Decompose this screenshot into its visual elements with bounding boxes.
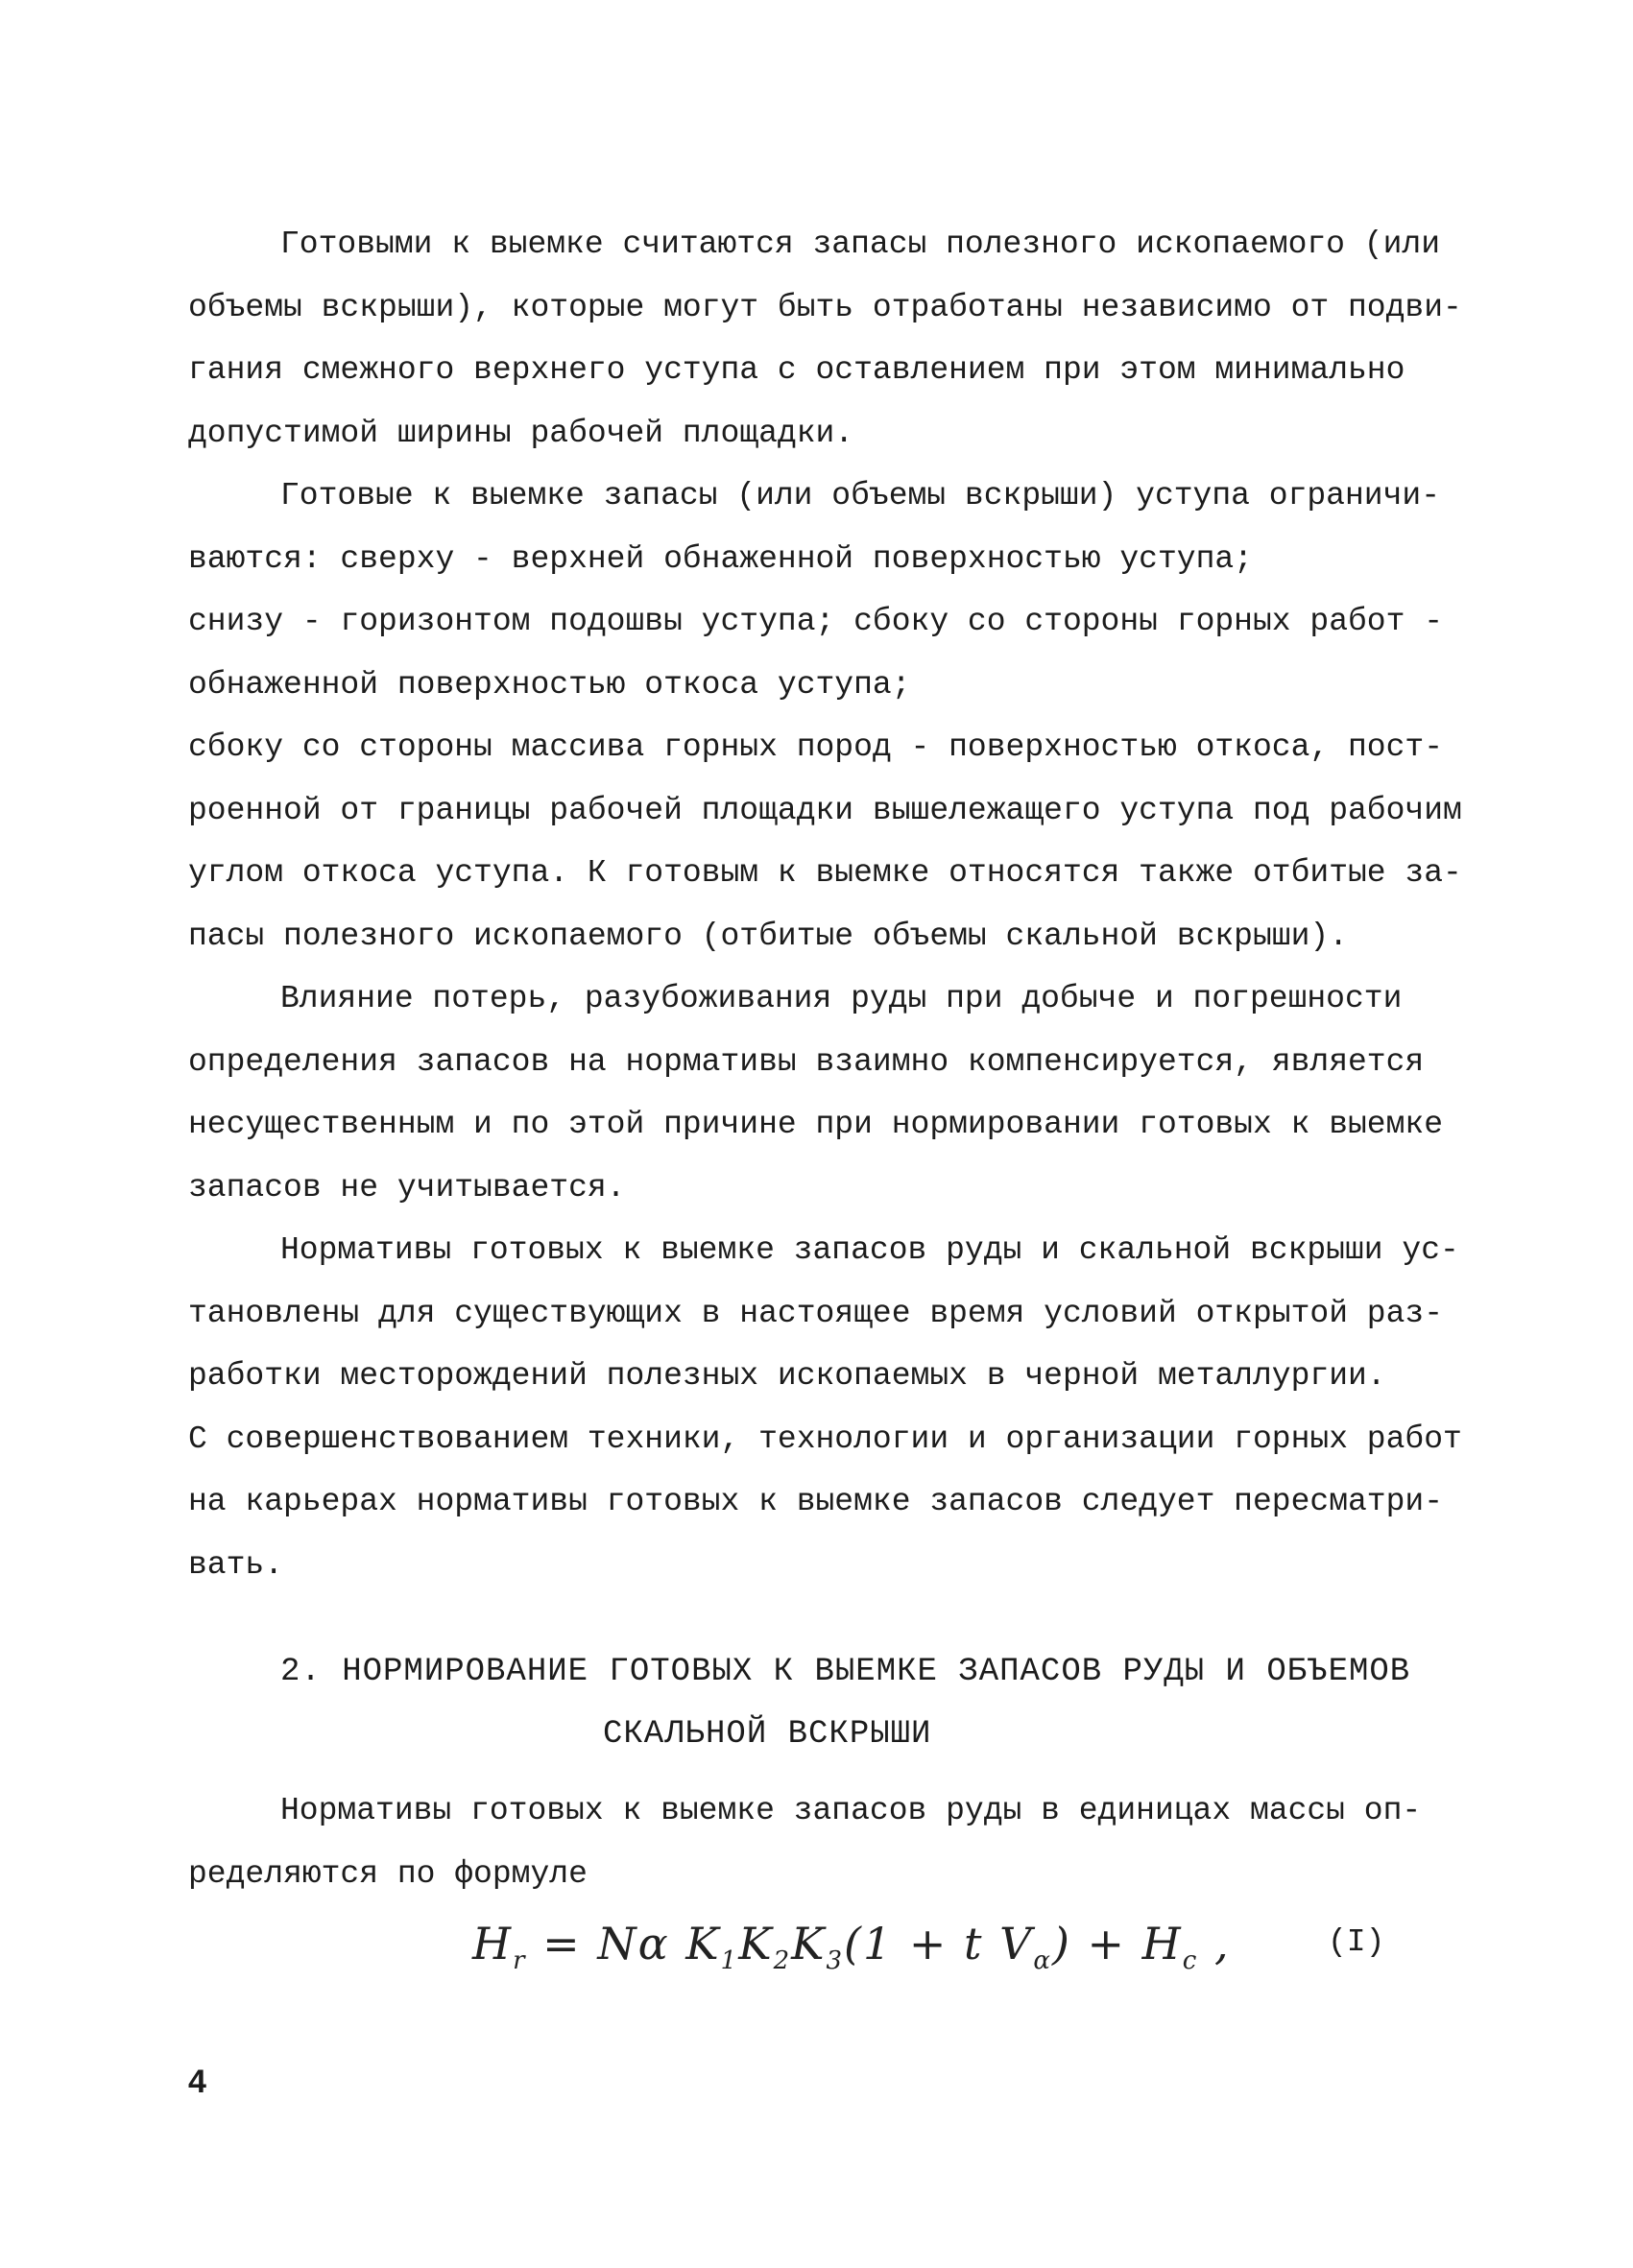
text-line: сбоку со стороны массива горных пород - поверхностью откоса, пост-: [188, 729, 1444, 765]
text-line: Готовыми к выемке считаются запасы полезного ископаемого (или: [280, 227, 1440, 262]
text-line: обнаженной поверхностью откоса уступа;: [188, 666, 911, 703]
formula-subscript: 3: [826, 1946, 845, 1976]
text-line: на карьерах нормативы готовых к выемке запасов следует пересматри-: [188, 1484, 1444, 1519]
formula-subscript: 2: [773, 1946, 792, 1976]
section-title-line-1: 2. НОРМИРОВАНИЕ ГОТОВЫХ К ВЫЕМКЕ ЗАПАСОВ РУДЫ И ОБЪЕМОВ: [280, 1654, 1411, 1690]
text-line: С совершенствованием техники, технологии и организации горных работ: [188, 1420, 1462, 1457]
paragraph-losses: [188, 967, 1465, 1219]
text-line: Нормативы готовых к выемке запасов руды в единицах массы оп-: [280, 1793, 1422, 1828]
text-line: объемы вскрыши), которые могут быть отработаны независимо от подви-: [188, 289, 1462, 325]
text-line: вать.: [188, 1546, 284, 1583]
page-number: 4: [188, 2064, 206, 2100]
text-line: работки месторождений полезных ископаемых в черной металлургии.: [188, 1358, 1386, 1394]
text-line: Готовые к выемке запасы (или объемы вскрыши) уступа ограничи-: [280, 478, 1440, 513]
text-line: запасов не учитывается.: [188, 1169, 626, 1206]
formula-part: H: [472, 1918, 514, 1970]
formula-part: = Nα K: [526, 1918, 721, 1970]
text-line: Нормативы готовых к выемке запасов руды и скальной вскрыши ус-: [280, 1232, 1459, 1268]
text-line: снизу - горизонтом подошвы уступа; сбоку со стороны горных работ -: [188, 604, 1444, 639]
formula-number: (I): [1328, 1924, 1385, 1960]
formula-subscript: r: [513, 1946, 527, 1976]
formula-subscript: α: [1033, 1946, 1052, 1976]
section-title-line-2: СКАЛЬНОЙ ВСКРЫШИ: [603, 1716, 932, 1753]
paragraph-intro: [188, 1779, 1465, 1905]
text-line: допустимой ширины рабочей площадки.: [188, 415, 854, 451]
formula-subscript: c: [1182, 1946, 1199, 1976]
text-line: тановлены для существующих в настоящее время условий открытой раз-: [188, 1295, 1444, 1331]
text-line: определения запасов на нормативы взаимно компенсируется, является: [188, 1043, 1425, 1080]
paragraph-norms: [188, 1219, 1465, 1596]
section-heading: [188, 1641, 1465, 1766]
text-line: ваются: сверху - верхней обнаженной поверхностью уступа;: [188, 540, 1253, 577]
paragraph-boundaries: [188, 465, 1465, 967]
body-text: [188, 213, 1465, 1596]
paragraph-formula-intro: [188, 1779, 1465, 1905]
text-line: роенной от границы рабочей площадки вышележащего уступа под рабочим: [188, 792, 1462, 828]
formula-part: ) + H: [1051, 1918, 1183, 1970]
text-line: ределяются по формуле: [188, 1855, 588, 1892]
text-line: пасы полезного ископаемого (отбитые объемы скальной вскрыши).: [188, 918, 1348, 954]
formula: [472, 1918, 1231, 1975]
text-line: гания смежного верхнего уступа с оставлением при этом минимально: [188, 352, 1405, 388]
formula-subscript: 1: [720, 1946, 739, 1976]
paragraph-definition: [188, 213, 1465, 465]
formula-part: K: [791, 1918, 827, 1970]
text-line: Влияние потерь, разубоживания руды при добыче и погрешности: [280, 981, 1403, 1016]
formula-part: K: [738, 1918, 774, 1970]
text-line: несущественным и по этой причине при нормировании готовых к выемке: [188, 1107, 1444, 1142]
text-line: углом откоса уступа. К готовым к выемке относятся также отбитые за-: [188, 855, 1462, 891]
formula-part: (1 + t V: [844, 1918, 1034, 1970]
formula-part: ,: [1198, 1918, 1231, 1970]
